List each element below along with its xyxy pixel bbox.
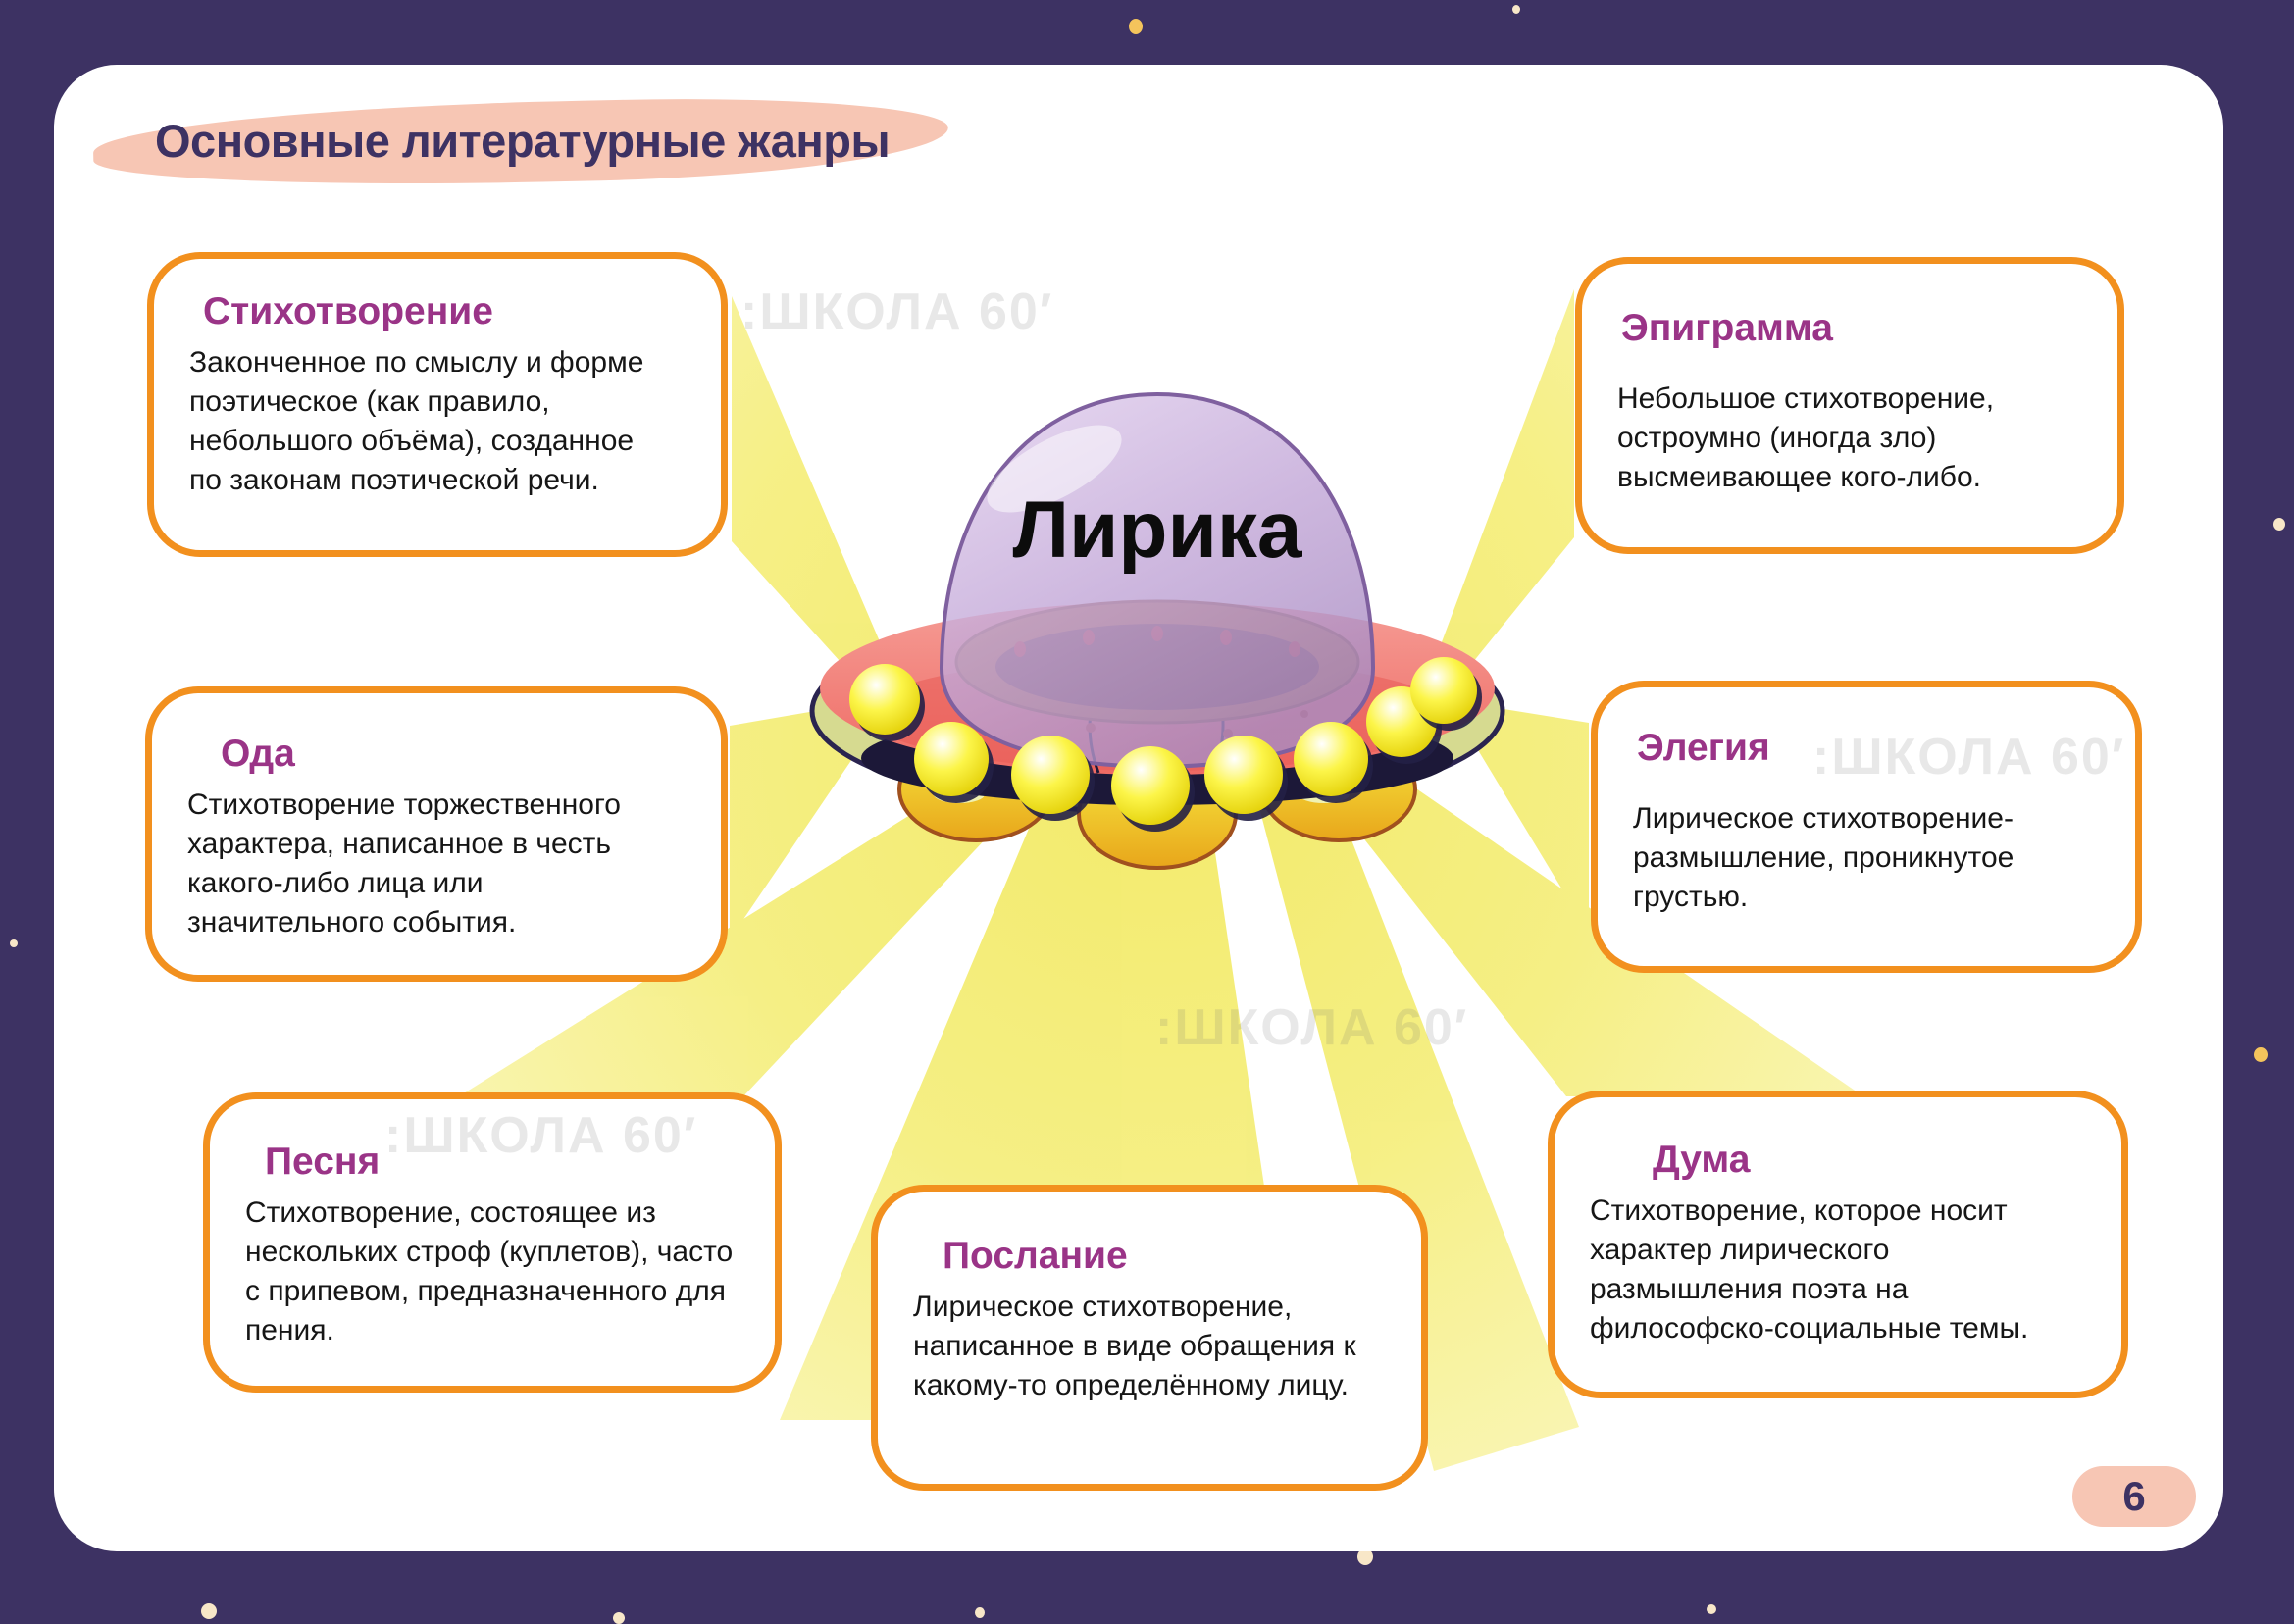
genre-card-stihotvorenie xyxy=(147,252,728,557)
ufo-illustration xyxy=(775,373,1520,892)
genre-card-duma xyxy=(1548,1091,2128,1398)
genre-title: Ода xyxy=(221,733,295,775)
genre-title: Дума xyxy=(1653,1139,1751,1181)
genre-title: Элегия xyxy=(1637,727,1770,769)
page-number-badge xyxy=(2072,1466,2196,1527)
genre-description: Лирическое стихотворение, написанное в виде обращения к какому-то определённому лицу. xyxy=(913,1291,1356,1401)
genre-description: Небольшое стихотворение, остроумно (иногда зло) высмеивающее кого-либо. xyxy=(1617,382,1995,493)
genre-title: Стихотворение xyxy=(203,290,493,332)
ufo-label: Лирика xyxy=(1012,485,1302,575)
genre-title: Послание xyxy=(943,1235,1128,1277)
genre-description: Стихотворение, состоящее из нескольких строф (куплетов), часто с припевом, предназначенного для пения. xyxy=(245,1196,734,1346)
page-number: 6 xyxy=(2122,1473,2146,1519)
genre-title: Песня xyxy=(265,1141,381,1183)
genre-card-poslanie xyxy=(871,1185,1428,1491)
genre-description: Стихотворение, которое носит характер лирического размышления поэта на философско-социальные темы. xyxy=(1590,1194,2029,1345)
genre-description: Лирическое стихотворение-размышление, проникнутое грустью. xyxy=(1633,802,2014,913)
page-title: Основные литературные жанры xyxy=(155,115,891,167)
genre-card-oda xyxy=(145,686,728,982)
genre-description: Законченное по смыслу и форме поэтическое (как правило, небольшого объёма), созданное по законам поэтической речи. xyxy=(189,346,644,496)
genre-card-elegiya xyxy=(1591,681,2142,973)
genre-card-epigramma xyxy=(1575,257,2124,554)
genre-title: Эпиграмма xyxy=(1621,307,1833,349)
genre-card-pesnya xyxy=(203,1092,782,1393)
genre-description: Стихотворение торжественного характера, написанное в честь какого-либо лица или значительного события. xyxy=(187,788,621,939)
